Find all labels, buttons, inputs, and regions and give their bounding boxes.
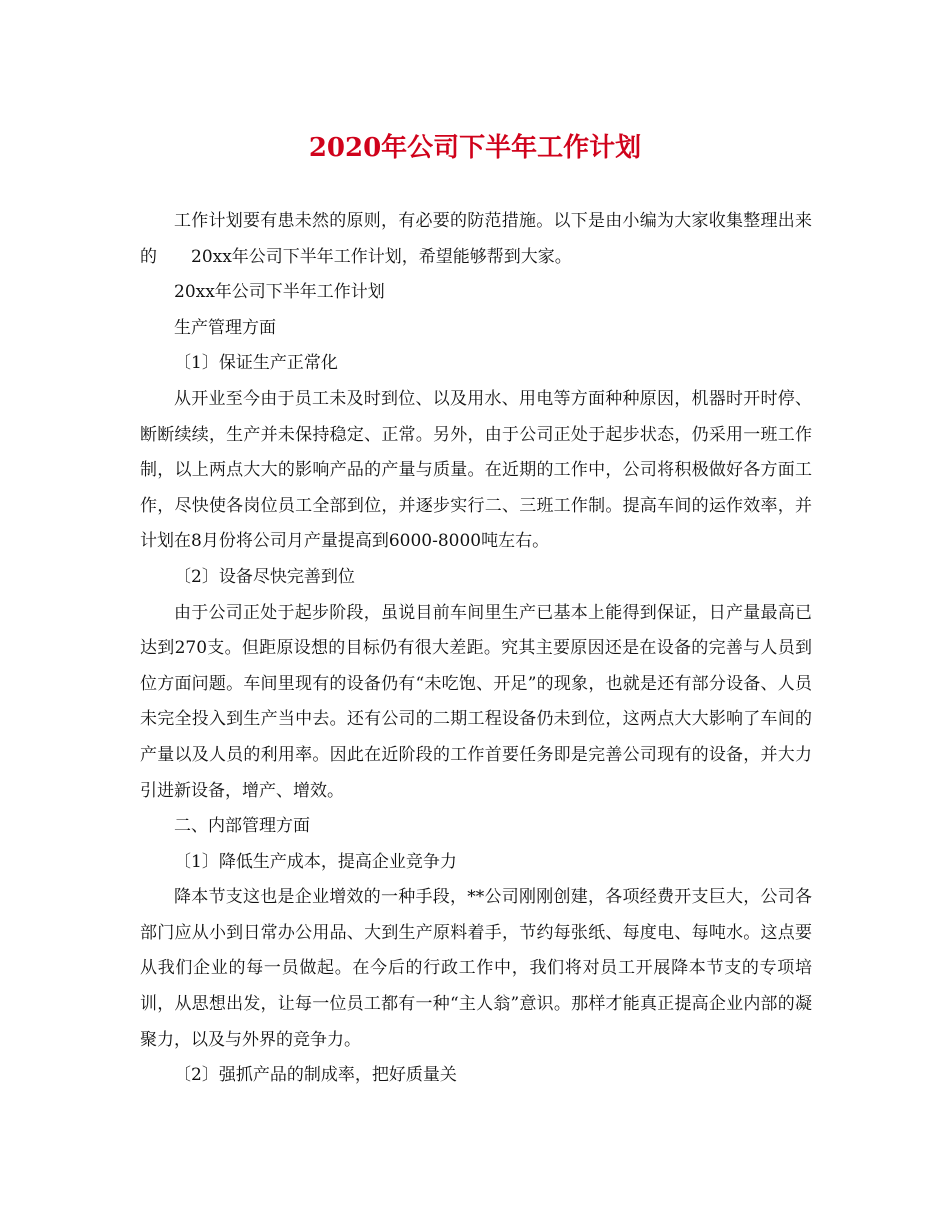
subsection-heading: 〔1〕降低生产成本，提高企业竞争力 (174, 851, 457, 872)
section-heading: 生产管理方面 (174, 317, 276, 338)
section-heading: 二、内部管理方面 (174, 816, 310, 837)
subsection-heading: 〔2〕强抓产品的制成率，把好质量关 (174, 1065, 457, 1086)
paragraph: 降本节支这也是企业增效的一种手段，**公司刚刚创建，各项经费开支巨大，公司各部门应从小到日常办公用品、大到生产原料着手，节约每张纸、每度电、每吨水。这点要从我们企业的每一员做起。在今后的行政工作中，我们将对员工开展降本节支的专项培训，从思想出发，让每一位员工都有一种“主人翁”意识。那样才能真正提高企业内部的凝聚力，以及与外界的竞争力。 (140, 887, 812, 1050)
paragraph: 工作计划要有患未然的原则，有必要的防范措施。以下是由小编为大家收集整理出来的 20xx年公司下半年工作计划，希望能够帮到大家。 (140, 211, 812, 267)
document-title: 2020年公司下半年工作计划 (308, 133, 642, 163)
document-body (140, 204, 812, 1094)
paragraph: 20xx年公司下半年工作计划 (174, 282, 385, 303)
subsection-heading: 〔1〕保证生产正常化 (174, 353, 338, 374)
paragraph: 从开业至今由于员工未及时到位、以及用水、用电等方面种种原因，机器时开时停、断断续续，生产并未保持稳定、正常。另外，由于公司正处于起步状态，仍采用一班工作制，以上两点大大的影响产品的产量与质量。在近期的工作中，公司将积极做好各方面工作，尽快使各岗位员工全部到位，并逐步实行二、三班工作制。提高车间的运作效率，并计划在8月份将公司月产量提高到6000-8000吨左右。 (140, 388, 812, 552)
subsection-heading: 〔2〕设备尽快完善到位 (174, 566, 355, 587)
paragraph: 由于公司正处于起步阶段，虽说目前车间里生产已基本上能得到保证，日产量最高已达到270支。但距原设想的目标仍有很大差距。究其主要原因还是在设备的完善与人员到位方面问题。车间里现有的设备仍有“未吃饱、开足”的现象，也就是还有部分设备、人员未完全投入到生产当中去。还有公司的二期工程设备仍未到位，这两点大大影响了车间的产量以及人员的利用率。因此在近阶段的工作首要任务即是完善公司现有的设备，并大力引进新设备，增产、增效。 (140, 602, 812, 801)
